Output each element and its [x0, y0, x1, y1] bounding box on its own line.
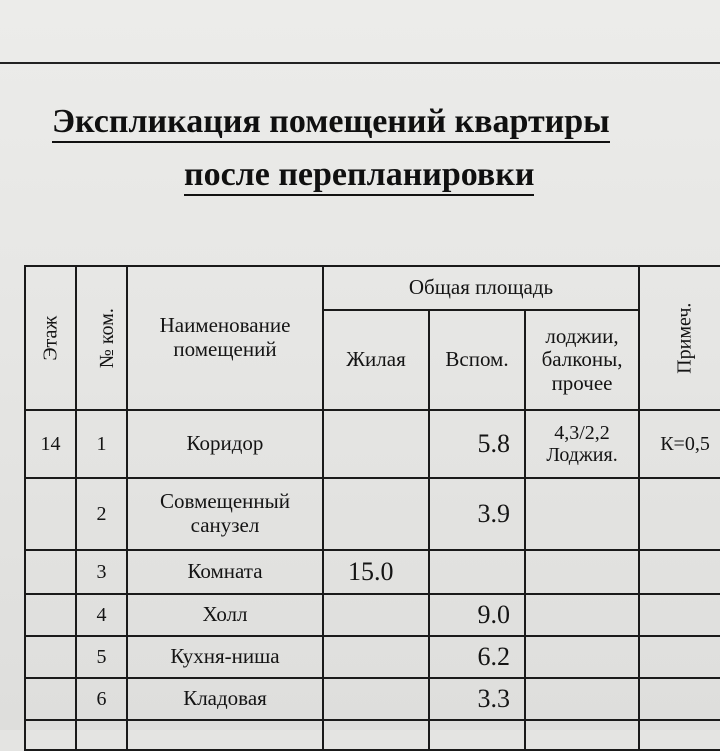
cell-room-number: 1	[76, 410, 127, 478]
table-row	[25, 478, 720, 550]
header-room-number: № ком.	[76, 266, 127, 410]
cell-floor	[25, 478, 76, 550]
loggia-area-text: 4,3/2,2	[554, 421, 610, 444]
cell-room-name: Коридор	[127, 410, 323, 478]
room-explication-table	[24, 265, 720, 751]
cell-note	[639, 720, 720, 750]
cell-loggias	[525, 410, 639, 478]
table-row	[25, 550, 720, 594]
header-living-area: Жилая	[323, 310, 429, 410]
cell-living-area	[323, 594, 429, 636]
cell-auxiliary-area: 9.0	[429, 594, 525, 636]
loggia-type-text: Лоджия.	[546, 444, 618, 466]
cell-loggias	[525, 594, 639, 636]
cell-living-area	[323, 636, 429, 678]
cell-auxiliary-area	[429, 550, 525, 594]
cell-living-area: 15.0	[323, 550, 429, 594]
cell-note	[639, 594, 720, 636]
header-row-1	[25, 266, 720, 310]
table-row	[25, 678, 720, 720]
header-room-name: Наименование помещений	[127, 266, 323, 410]
cell-note	[639, 550, 720, 594]
cell-room-number: 4	[76, 594, 127, 636]
room-name-line-1: Совмещенный	[160, 489, 290, 514]
cell-room-number: 6	[76, 678, 127, 720]
cell-room-number: 2	[76, 478, 127, 550]
cell-floor	[25, 636, 76, 678]
header-auxiliary-area: Вспом.	[429, 310, 525, 410]
cell-room-name: Комната	[127, 550, 323, 594]
cell-auxiliary-area: 3.3	[429, 678, 525, 720]
cell-note: К=0,5	[639, 410, 720, 478]
cell-room-name: Холл	[127, 594, 323, 636]
header-note: Примеч.	[639, 266, 720, 410]
cell-auxiliary-area: 6.2	[429, 636, 525, 678]
table-row	[25, 636, 720, 678]
header-total-area: Общая площадь	[323, 266, 639, 310]
top-border-line	[0, 62, 720, 64]
cell-loggias	[525, 636, 639, 678]
cell-floor	[25, 550, 76, 594]
cell-living-area	[323, 478, 429, 550]
cell-note	[639, 678, 720, 720]
cell-room-number	[76, 720, 127, 750]
room-name-line-2: санузел	[190, 513, 260, 537]
cell-floor	[25, 720, 76, 750]
header-floor: Этаж	[25, 266, 76, 410]
cell-room-name: Кухня-ниша	[127, 636, 323, 678]
document-title-line-1: Экспликация помещений квартиры	[52, 103, 610, 141]
cell-floor	[25, 678, 76, 720]
cell-living-area	[323, 678, 429, 720]
document-title-line-2: после перепланировки	[184, 156, 534, 194]
cell-room-number: 3	[76, 550, 127, 594]
cell-floor	[25, 594, 76, 636]
cell-loggias	[525, 478, 639, 550]
cell-auxiliary-area	[429, 720, 525, 750]
cell-loggias	[525, 720, 639, 750]
cell-room-number: 5	[76, 636, 127, 678]
cell-floor: 14	[25, 410, 76, 478]
cell-loggias	[525, 550, 639, 594]
cell-living-area	[323, 720, 429, 750]
cell-room-name	[127, 720, 323, 750]
table-row	[25, 594, 720, 636]
cell-loggias	[525, 678, 639, 720]
cell-note	[639, 636, 720, 678]
cell-living-area	[323, 410, 429, 478]
cell-room-name: Кладовая	[127, 678, 323, 720]
cell-room-name	[127, 478, 323, 550]
table-row-partial	[25, 720, 720, 750]
cell-auxiliary-area: 5.8	[429, 410, 525, 478]
table-row	[25, 410, 720, 478]
header-loggias: лоджии, балконы, прочее	[525, 310, 639, 410]
cell-note	[639, 478, 720, 550]
cell-auxiliary-area: 3.9	[429, 478, 525, 550]
